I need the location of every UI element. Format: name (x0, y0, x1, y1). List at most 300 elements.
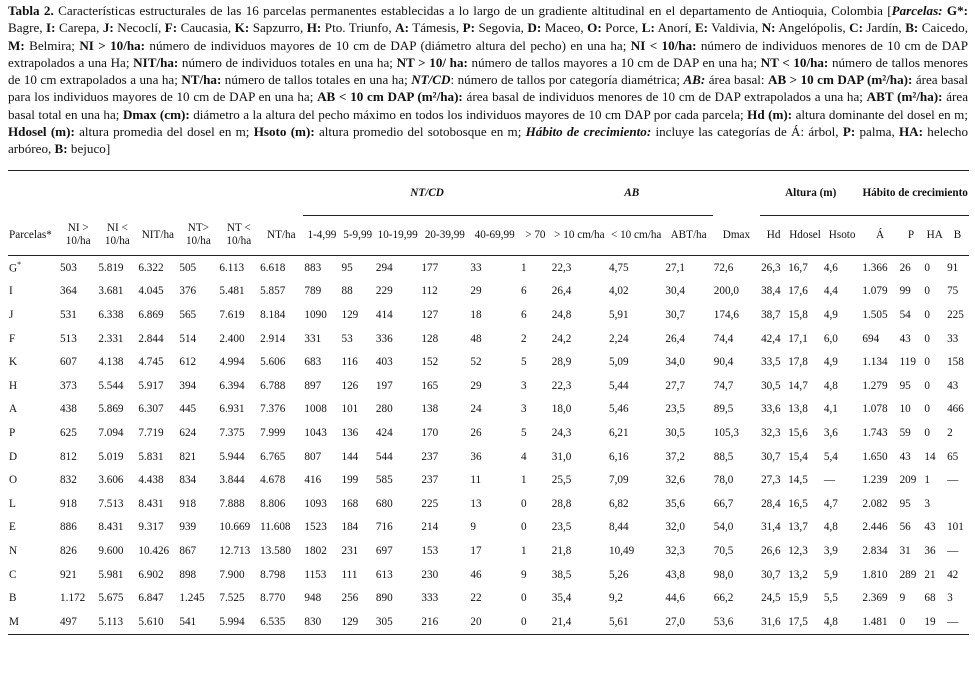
table-cell: 585 (375, 474, 393, 487)
row-label: F (9, 332, 16, 345)
table-cell: 918 (179, 497, 197, 510)
table-cell: 3,6 (823, 426, 838, 439)
table-cell: 280 (375, 403, 393, 416)
table-cell: 2.844 (138, 332, 164, 345)
row-label: L (9, 497, 16, 510)
table-row (8, 610, 969, 634)
caption-code-value: Segovia, (474, 20, 528, 36)
table-cell: 24,8 (551, 308, 572, 321)
table-cell: 4.438 (138, 474, 164, 487)
caption-code-value: Pto. Triunfo, (321, 20, 396, 36)
caption-def-value: número de individuos mayores de 10 cm de DAP (diámetro altura del pecho) en una ha; (145, 37, 631, 53)
table-cell: 4.678 (260, 474, 286, 487)
column-header: Dmax (722, 228, 751, 241)
table-cell: 37,2 (665, 450, 685, 463)
table-cell: 13,8 (788, 403, 808, 416)
table-cell: 5.944 (219, 450, 245, 463)
column-header: > 70 (525, 229, 546, 241)
table-cell: 66,2 (713, 592, 734, 605)
table-cell: 170 (421, 426, 439, 439)
table-cell: 3 (521, 403, 527, 416)
table-cell: 36 (470, 450, 482, 463)
caption-code-key: D: (527, 20, 542, 36)
caption-def-value: número de tallos mayores a 10 cm de DAP en una ha; (467, 54, 761, 70)
table-cell: 54,0 (713, 521, 734, 534)
column-header: 40-69,99 (474, 229, 515, 241)
table-cell: 394 (179, 379, 197, 392)
table-cell: 6.338 (98, 308, 124, 321)
table-cell: 812 (60, 450, 77, 463)
table-cell: 17,6 (788, 285, 808, 298)
table-cell: 17,8 (788, 356, 808, 369)
table-cell: 4,02 (609, 285, 629, 298)
table-row (8, 350, 969, 374)
table-cell: 5.831 (138, 450, 164, 463)
table-cell: — (823, 474, 836, 487)
table-cell: 5.113 (97, 610, 137, 634)
table-cell: 74,7 (713, 379, 734, 392)
table-cell: 111 (341, 568, 358, 581)
table-cell: 35,6 (665, 497, 685, 510)
table-cell: 4.994 (219, 356, 245, 369)
table-cell: 2.400 (219, 332, 245, 345)
table-cell: 898 (179, 568, 197, 581)
table-cell: 1.366 (862, 261, 888, 274)
table-cell: — (947, 474, 959, 487)
table-cell: 416 (304, 474, 322, 487)
table-cell: 5.869 (98, 403, 124, 416)
table-cell: 4,75 (609, 261, 629, 274)
table-cell: 1802 (304, 544, 327, 557)
caption-def-value: área basal para los individuos mayores de 10 cm de DAP en una ha; (8, 72, 968, 105)
table-cell: 17 (470, 544, 482, 557)
table-cell: 5,09 (609, 356, 629, 369)
table-cell: 897 (304, 379, 322, 392)
column-header: NI > 10/ha (65, 222, 91, 248)
caption-def-key: NT < 10/ha: (760, 54, 829, 70)
table-cell: 1 (521, 544, 527, 557)
table-cell: 23,5 (551, 521, 572, 534)
row-label: P (9, 426, 16, 439)
table-cell: 7.376 (260, 403, 286, 416)
caption-code-key: H: (306, 20, 322, 36)
table-cell: 505 (179, 261, 197, 274)
table-cell: 8.770 (260, 592, 286, 605)
table-cell: 5.819 (98, 261, 124, 274)
caption-code-value: Bagre, (8, 20, 47, 36)
table-cell: 17,1 (788, 332, 808, 345)
table-cell: 75 (947, 285, 959, 298)
table-cell: 15,9 (788, 592, 808, 605)
caption-def-value: altura promedio del sotobosque en m; (314, 124, 526, 140)
table-cell: 38,7 (761, 308, 781, 321)
table-cell: 336 (375, 332, 393, 345)
table-cell: 4.745 (138, 356, 164, 369)
table-cell: 294 (375, 261, 393, 274)
table-cell: 414 (375, 308, 393, 321)
table-cell: 9 (521, 568, 527, 581)
table-cell (946, 492, 969, 516)
table-cell: 373 (60, 379, 77, 392)
caption-code-value: Caucasia, (177, 20, 235, 36)
table-cell: 33,6 (761, 403, 781, 416)
table-cell: 4,7 (823, 497, 838, 510)
caption-def-value: altura promedia del dosel en m; (74, 124, 254, 140)
caption-code-key: C: (849, 20, 863, 36)
table-cell: 11 (470, 474, 482, 487)
table-cell: 34,0 (665, 356, 685, 369)
table-cell: 70,5 (713, 544, 734, 557)
table-cell: 95 (899, 379, 911, 392)
row-label: E (9, 521, 16, 534)
table-cell: 32,6 (665, 474, 685, 487)
table-cell: 5.675 (98, 592, 124, 605)
table-cell: 565 (179, 308, 197, 321)
table-cell: 5 (521, 426, 527, 439)
caption-def-key: NIT/ha: (133, 54, 179, 70)
table-cell: 0 (521, 521, 527, 534)
table-cell: 74,4 (713, 332, 734, 345)
table-cell: 6.535 (259, 610, 303, 634)
table-cell: 1.481 (861, 610, 898, 634)
column-header: Á (875, 229, 885, 241)
column-header: NT> 10/ha (185, 222, 211, 248)
table-cell: 0 (924, 403, 930, 416)
table-cell: 0 (521, 497, 527, 510)
table-cell: 90,4 (713, 356, 734, 369)
table-cell: 24,3 (551, 426, 572, 439)
table-cell: 0 (924, 379, 930, 392)
table-row (8, 445, 969, 469)
table-cell: 1.743 (862, 426, 888, 439)
table-cell: 6.847 (138, 592, 164, 605)
table-cell: 1.810 (862, 568, 888, 581)
column-header: > 10 cm/ha (554, 229, 605, 241)
table-cell: 16,5 (788, 497, 808, 510)
caption-code-value: Anorí, (654, 20, 695, 36)
group-altura: Altura (m) (760, 171, 861, 216)
caption-code-key: A: (395, 20, 409, 36)
column-header: NI < 10/ha (104, 222, 130, 248)
table-cell: 7.719 (138, 426, 164, 439)
caption-intro: Características estructurales de las 16 parcelas permanentes establecidas a lo largo de un gradiente altitudinal en el departamento de Antioquia, Colombia [ (53, 3, 892, 18)
table-cell: 5,5 (823, 592, 838, 605)
table-cell: 200,0 (713, 285, 739, 298)
caption-def-key: B: (54, 141, 68, 157)
caption-def-key: Hsoto (m): (253, 124, 315, 140)
table-cell: 6.869 (138, 308, 164, 321)
table-cell: 1093 (304, 497, 327, 510)
table-cell: 541 (178, 610, 218, 634)
table-cell: 26 (470, 426, 482, 439)
table-cell: 21,4 (551, 610, 608, 634)
table-row (8, 586, 969, 610)
table-cell: 33 (947, 332, 959, 345)
table-cell: 613 (375, 568, 393, 581)
table-cell: 15,6 (788, 426, 808, 439)
table-row (8, 374, 969, 398)
table-cell: 0 (924, 261, 930, 274)
table-cell: — (946, 610, 969, 634)
column-header: HA (926, 229, 943, 241)
table-cell: 138 (421, 403, 439, 416)
table-cell: 789 (304, 285, 322, 298)
table-cell: 6 (521, 285, 527, 298)
table-row (8, 280, 969, 304)
column-header: 1-4,99 (307, 229, 337, 241)
table-caption (8, 2, 968, 158)
table-cell: 68 (924, 592, 936, 605)
table-cell: 214 (421, 521, 439, 534)
table-cell: 28,4 (761, 497, 781, 510)
table-row (8, 492, 969, 516)
table-cell: 2 (947, 426, 953, 439)
table-cell: 10 (899, 403, 911, 416)
table-cell: 22 (470, 592, 482, 605)
table-cell: 4,1 (823, 403, 838, 416)
table-cell: 53,6 (713, 610, 760, 634)
table-row (8, 468, 969, 492)
table-cell: 65 (947, 450, 959, 463)
table-cell: 33,5 (761, 356, 781, 369)
table-cell: 694 (862, 332, 880, 345)
caption-def-value: palma, (855, 124, 899, 140)
table-cell: 6.618 (260, 261, 286, 274)
table-cell: 27,1 (665, 261, 685, 274)
table-cell: 13.580 (260, 544, 291, 557)
table-cell: 1 (521, 474, 527, 487)
caption-def-value: altura dominante del dosel en m; (792, 106, 968, 122)
table-cell: 229 (375, 285, 393, 298)
table-cell: 17,5 (787, 610, 823, 634)
table-cell: 38,4 (761, 285, 781, 298)
table-cell: 19 (923, 610, 946, 634)
table-cell: 128 (421, 332, 439, 345)
table-cell: 832 (60, 474, 77, 487)
group-ab: AB (551, 171, 713, 216)
caption-code-key: M: (8, 37, 25, 53)
table-cell: 5 (521, 356, 527, 369)
row-label: A (9, 403, 18, 416)
table-cell: 5.857 (260, 285, 286, 298)
table-cell: 331 (304, 332, 322, 345)
table-cell: 25,5 (551, 474, 572, 487)
table-cell: 42 (947, 568, 959, 581)
table-cell: 6.765 (260, 450, 286, 463)
caption-code-key: E: (694, 20, 709, 36)
table-row (8, 327, 969, 351)
table-cell: 438 (60, 403, 77, 416)
table-cell: 28,8 (551, 497, 572, 510)
table-cell: 8.431 (138, 497, 164, 510)
table-cell: 11.608 (260, 521, 291, 534)
table-cell: 22,3 (551, 379, 572, 392)
caption-def-value: número de tallos totales en una ha; (221, 72, 412, 88)
table-cell: 153 (421, 544, 439, 557)
table-cell: 5,4 (823, 450, 838, 463)
table-cell: 35,4 (551, 592, 572, 605)
table-cell: 939 (179, 521, 197, 534)
table-cell: 14,5 (788, 474, 808, 487)
table-cell: 830 (303, 610, 340, 634)
table-cell: 0 (924, 332, 930, 345)
table-cell: 4.138 (98, 356, 124, 369)
table-cell: 36 (924, 544, 936, 557)
table-cell: 88 (341, 285, 353, 298)
table-cell: 38,5 (551, 568, 572, 581)
table-cell: 88,5 (713, 450, 734, 463)
table-cell: 43 (899, 332, 911, 345)
column-header: Hsoto (828, 229, 856, 241)
table-cell: 44,6 (665, 592, 685, 605)
table-cell: 91 (947, 261, 959, 274)
table-cell: 497 (59, 610, 97, 634)
table-cell: 98,0 (713, 568, 734, 581)
row-label: H (9, 379, 18, 392)
table-cell: 1.505 (862, 308, 888, 321)
column-header: Hd (766, 229, 781, 241)
table-cell: 12.713 (219, 544, 251, 557)
caption-def-value: incluye las categorías de Á: árbol, (651, 124, 843, 140)
table-cell: 174,6 (713, 308, 739, 321)
caption-code-key: L: (641, 20, 655, 36)
caption-code-value: Sapzurro, (249, 20, 307, 36)
table-cell: 4,9 (823, 356, 838, 369)
caption-def-key: P: (842, 124, 856, 140)
table-cell: 127 (421, 308, 439, 321)
table-cell: 89,5 (713, 403, 734, 416)
table-cell: 27,3 (761, 474, 781, 487)
column-header: NT/ha (266, 228, 296, 241)
table-cell: 30,7 (665, 308, 685, 321)
caption-code-value: Maceo, (541, 20, 588, 36)
table-cell: 4.045 (138, 285, 164, 298)
table-cell: 216 (420, 610, 469, 634)
column-header: Hdosel (789, 229, 821, 241)
table-cell: 918 (60, 497, 77, 510)
row-label: K (9, 356, 18, 369)
table-cell: 5.481 (219, 285, 245, 298)
caption-code-key: J: (102, 20, 114, 36)
table-cell: 16,7 (788, 261, 808, 274)
table-cell: 31,0 (551, 450, 572, 463)
table-cell: 152 (421, 356, 439, 369)
table-cell: 8,44 (609, 521, 629, 534)
table-cell: 5.019 (98, 450, 124, 463)
table-cell: 503 (60, 261, 77, 274)
table-cell: 6.394 (219, 379, 245, 392)
caption-code-value: Carepa, (55, 20, 103, 36)
table-cell: 5.610 (137, 610, 178, 634)
table-cell: 1008 (304, 403, 327, 416)
table-cell: 3.606 (98, 474, 124, 487)
table-cell: 5,9 (823, 568, 838, 581)
table-cell: 9.317 (138, 521, 164, 534)
table-cell: 531 (60, 308, 77, 321)
table-cell: 4,8 (823, 521, 838, 534)
column-header: NT < 10/ha (226, 222, 252, 248)
caption-code-key: B: (905, 20, 919, 36)
table-cell: 6.322 (138, 261, 164, 274)
caption-def-key: NT/CD (411, 72, 451, 88)
table-cell: 5.981 (98, 568, 124, 581)
table-cell: 95 (899, 497, 911, 510)
table-cell: 1.134 (862, 356, 888, 369)
table-cell: 20 (469, 610, 520, 634)
table-cell: 948 (304, 592, 322, 605)
caption-def-value: número de tallos menores de 10 cm extrapolados a una ha; (8, 54, 968, 88)
table-cell: 18 (470, 308, 482, 321)
table-cell: 0 (899, 610, 924, 634)
table-cell: 27,7 (665, 379, 685, 392)
table-cell: 0 (924, 356, 930, 369)
caption-code-key: G*: (942, 3, 968, 18)
caption-code-value: Belmira; (24, 37, 80, 53)
table-cell: 26,4 (551, 285, 572, 298)
table-cell: 129 (340, 610, 374, 634)
row-label: C (9, 568, 17, 581)
table-cell: 3,9 (823, 544, 838, 557)
table-cell: 237 (421, 450, 439, 463)
table-cell: 364 (60, 285, 77, 298)
table-cell: 5.544 (98, 379, 124, 392)
table-cell: 513 (60, 332, 77, 345)
table-cell: 105,3 (713, 426, 739, 439)
table-cell: 101 (947, 521, 964, 534)
table-cell: 826 (60, 544, 77, 557)
caption-code-value: Támesis, (408, 20, 463, 36)
table-cell: 4 (521, 450, 527, 463)
table-cell: 32,3 (761, 426, 781, 439)
caption-def-value: área basal total en una ha; (8, 89, 969, 122)
table-cell: 26,4 (665, 332, 685, 345)
table-cell: 6.931 (219, 403, 245, 416)
table-cell: 32,0 (665, 521, 685, 534)
column-header-row (8, 216, 969, 256)
caption-code-key: O: (587, 20, 602, 36)
table-cell: 26,6 (761, 544, 781, 557)
table-cell: 9,2 (609, 592, 623, 605)
table-cell: 231 (341, 544, 359, 557)
table-cell: 101 (341, 403, 359, 416)
table-cell: 3.844 (219, 474, 245, 487)
caption-def-value: número de individuos totales en una ha; (178, 54, 397, 70)
table-cell: 4,8 (823, 610, 862, 634)
caption-def-value: área basal: (705, 72, 768, 88)
table-cell: 59 (899, 426, 911, 439)
table-cell: 3.681 (98, 285, 124, 298)
table-cell: 0 (924, 285, 930, 298)
row-label: J (9, 308, 14, 321)
row-label: M (8, 610, 59, 634)
table-cell: 514 (179, 332, 197, 345)
caption-def-key: HA: (899, 124, 924, 140)
table-cell: 7.999 (260, 426, 286, 439)
table-cell: 22,3 (551, 261, 572, 274)
group-habito: Hábito de crecimiento (861, 171, 969, 216)
table-cell: 807 (304, 450, 322, 463)
table-cell: 2.331 (98, 332, 124, 345)
table-cell: 126 (341, 379, 359, 392)
table-row (8, 563, 969, 587)
caption-def-value: : número de tallos por categoría diamétrica; (450, 72, 684, 88)
table-cell: 5,46 (609, 403, 629, 416)
table-cell: 13,2 (788, 568, 808, 581)
table-cell: 1 (521, 261, 527, 274)
table-cell: 112 (421, 285, 438, 298)
table-cell: 9.600 (98, 544, 124, 557)
table-cell: 46 (470, 568, 482, 581)
